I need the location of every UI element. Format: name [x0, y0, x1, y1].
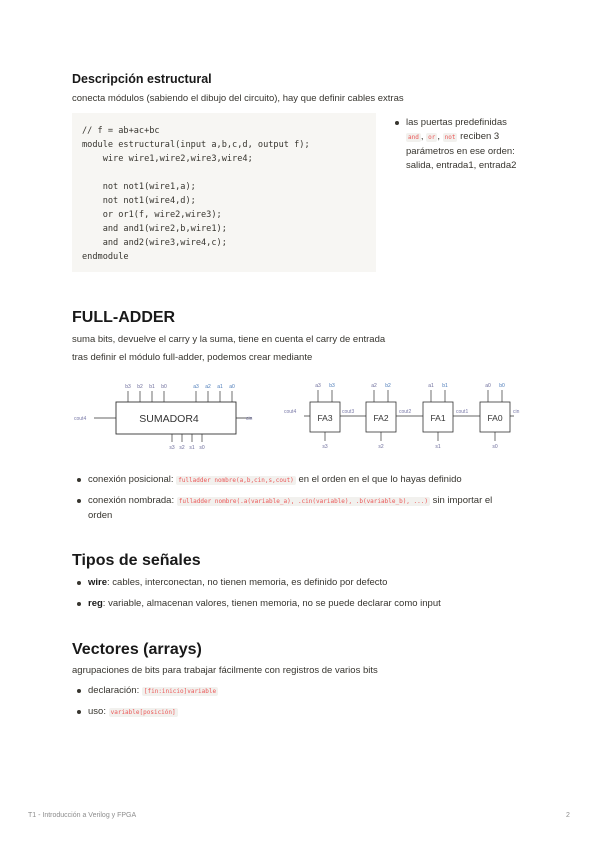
comma: , [437, 131, 440, 142]
fa-blocks [310, 383, 510, 450]
section-title-fulladder: FULL-ADDER [72, 309, 176, 326]
code-line: module estructural(input a,b,c,d, output f); [82, 140, 310, 150]
side-note-after-gates: reciben 3 [460, 131, 500, 142]
side-note-line1: las puertas predefinidas [406, 117, 507, 128]
vectores-bullets [72, 684, 542, 720]
vectores-intro: agrupaciones de bits para trabajar fácilmente con registros de varios bits [72, 665, 378, 676]
fa-chain [284, 383, 520, 450]
bullet-wire [72, 576, 542, 590]
code-block-estructural [72, 113, 376, 272]
named-label: conexión nombrada: [88, 495, 175, 506]
code-line [82, 166, 366, 180]
wire-keyword: wire [88, 577, 108, 588]
fulladder-line1: suma bits, devuelve el carry y la suma, tiene en cuenta el carry de entrada [72, 334, 386, 345]
reg-text: : variable, almacenan valores, tienen memoria, no se puede declarar como input [102, 598, 441, 609]
fa-output-label: s2 [378, 444, 384, 450]
code-line: not not1(wire4,d); [82, 196, 196, 206]
carry-label: cout3 [342, 409, 355, 415]
code-line: and and2(wire3,wire4,c); [82, 238, 227, 248]
fulladder-line2: tras definir el módulo full-adder, podemos crear mediante [72, 352, 313, 363]
section-title-senales: Tipos de señales [72, 552, 201, 569]
fulladder-diagram [72, 378, 532, 456]
pos-code: fulladder nombre(a,b,cin,s,cout) [178, 477, 294, 484]
sumador-input-label: a2 [205, 384, 211, 390]
fa-output-label: s3 [322, 444, 328, 450]
footer-title: T1 - Introducción a Verilog y FPGA [28, 812, 137, 819]
code-line: wire wire1,wire2,wire3,wire4; [82, 154, 253, 164]
fa-input-label: b0 [499, 383, 505, 389]
fulladder-bullets [72, 473, 542, 523]
fa-input-label: b2 [385, 383, 391, 389]
fa-input-label: a0 [485, 383, 491, 389]
sumador-top-inputs [125, 384, 235, 402]
carry-label: cout2 [399, 409, 412, 415]
sumador-cin-label: cin [246, 416, 253, 422]
named-rest: sin importar el [432, 495, 493, 506]
fa-block-label: FA0 [487, 413, 503, 423]
sumador-cout-label: cout4 [74, 416, 87, 422]
sumador-output-label: s0 [199, 445, 205, 451]
sumador-output-label: s2 [179, 445, 185, 451]
gate-or-code: or [428, 134, 436, 141]
reg-keyword: reg [88, 598, 103, 609]
sumador-input-label: b1 [149, 384, 155, 390]
gate-not-code: not [444, 134, 456, 141]
fa-input-label: a1 [428, 383, 434, 389]
bullet-declaracion [72, 684, 542, 699]
fa-output-label: s1 [435, 444, 441, 450]
fa-input-label: b1 [442, 383, 448, 389]
sumador-bottom-outputs [169, 434, 205, 451]
side-note-item [390, 116, 540, 173]
fa-input-label: b3 [329, 383, 335, 389]
sumador-input-label: a3 [193, 384, 199, 390]
named-code: fulladder nombre(.a(variable_a), .cin(variable), .b(variable_b), ...) [178, 498, 428, 505]
side-note-line3: parámetros en ese orden: [406, 146, 515, 157]
gate-and-code: and [408, 134, 419, 141]
fa-block-label: FA1 [430, 413, 446, 423]
uso-code: variable[posición] [110, 709, 176, 716]
code-line: // f = ab+ac+bc [82, 126, 160, 136]
section-intro-estructural: conecta módulos (sabiendo el dibujo del circuito), hay que definir cables extras [72, 93, 404, 104]
section-title-estructural: Descripción estructural [72, 72, 212, 86]
sumador-output-label: s1 [189, 445, 195, 451]
uso-label: uso: [88, 706, 106, 717]
carry-label: cin [513, 409, 520, 415]
carry-label: cout1 [456, 409, 469, 415]
senales-bullets [72, 576, 542, 611]
sumador-input-label: a0 [229, 384, 235, 390]
comma: , [420, 131, 424, 142]
footer-page-number: 2 [566, 812, 570, 819]
side-note [390, 116, 540, 173]
bullet-nombrada [72, 494, 542, 523]
section-title-vectores: Vectores (arrays) [72, 641, 202, 658]
sumador-input-label: b0 [161, 384, 167, 390]
pos-label: conexión posicional: [88, 474, 174, 485]
sumador-input-label: b2 [137, 384, 143, 390]
fa-input-label: a2 [371, 383, 377, 389]
fa-input-label: a3 [315, 383, 321, 389]
fa-output-label: s0 [492, 444, 498, 450]
decl-label: declaración: [88, 685, 140, 696]
sumador-input-label: a1 [217, 384, 223, 390]
code-line: and and1(wire2,b,wire1); [82, 224, 227, 234]
sumador-input-label: b3 [125, 384, 131, 390]
sumador4-label: SUMADOR4 [139, 413, 199, 425]
fa-block-label: FA2 [373, 413, 389, 423]
side-note-line4: salida, entrada1, entrada2 [406, 160, 517, 171]
wire-text: : cables, interconectan, no tienen memoria, es definido por defecto [107, 577, 388, 588]
code-line: endmodule [82, 252, 129, 262]
named-rest2: orden [88, 510, 113, 521]
bullet-reg [72, 597, 542, 611]
code-line: or or1(f, wire2,wire3); [82, 210, 222, 220]
fulladder-diagram-svg [72, 378, 532, 456]
fa-block-label: FA3 [317, 413, 333, 423]
decl-code: [fin:inicio]variable [143, 688, 217, 695]
sumador4-block [74, 384, 253, 451]
bullet-uso [72, 705, 542, 720]
carry-label: cout4 [284, 409, 297, 415]
sumador-output-label: s3 [169, 445, 175, 451]
pos-rest: en el orden en el que lo hayas definido [298, 474, 462, 485]
code-line: not not1(wire1,a); [82, 182, 196, 192]
bullet-posicional [72, 473, 542, 488]
